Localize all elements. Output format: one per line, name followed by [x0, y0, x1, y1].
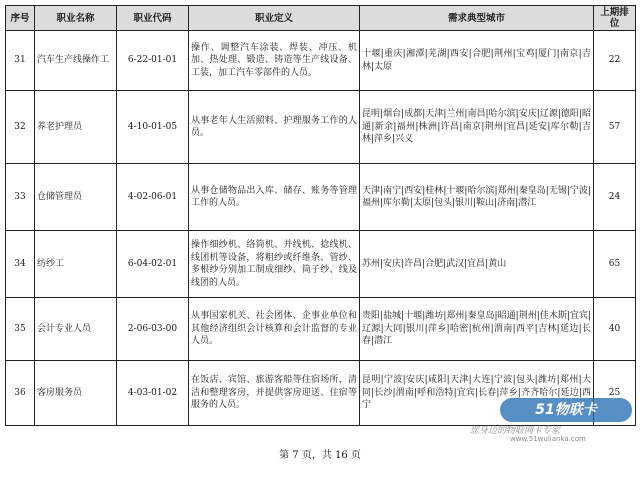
cell-definition: 操作细纱机、络筒机、并线机、捻线机、线团机等设备，将粗纱或纤维条、管纱、多根纱分别加工制成细纱、筒子纱、线及线团的人员。	[189, 231, 360, 298]
cell-name: 会计专业人员	[35, 298, 117, 361]
cell-rank: 24	[594, 164, 636, 231]
cell-cities: 苏州|安庆|许昌|合肥|武汉|宜昌|黄山	[360, 231, 594, 298]
cell-rank: 40	[594, 298, 636, 361]
cell-no: 36	[6, 361, 35, 426]
table-row	[6, 298, 636, 361]
header-name: 职业名称	[35, 6, 117, 31]
cell-code: 4-03-01-02	[117, 361, 189, 426]
cell-name: 养老护理员	[35, 91, 117, 164]
cell-no: 35	[6, 298, 35, 361]
cell-cities: 天津|南宁|西安|桂林|十堰|哈尔滨|郑州|秦皇岛|无锡|宁波|福州|库尔勒|太原|包头|银川|鞍山|济南|潜江	[360, 164, 594, 231]
header-cities: 需求典型城市	[360, 6, 594, 31]
occupation-table	[5, 5, 636, 426]
page-number: 第 7 页，共 16 页	[279, 450, 361, 461]
cell-rank: 25	[594, 361, 636, 426]
cell-rank: 57	[594, 91, 636, 164]
cell-no: 32	[6, 91, 35, 164]
table-header-row	[6, 6, 636, 31]
cell-code: 4-02-06-01	[117, 164, 189, 231]
cell-cities: 贵阳|盐城|十堰|潍坊|郑州|秦皇岛|昭通|荆州|佳木斯|宜宾|辽源|大同|银川|萍乡|哈密|杭州|渭南|西平|吉林|延边|长春|潜江	[360, 298, 594, 361]
cell-code: 2-06-03-00	[117, 298, 189, 361]
cell-name: 汽车生产线操作工	[35, 31, 117, 91]
cell-code: 6-22-01-01	[117, 31, 189, 91]
cell-no: 34	[6, 231, 35, 298]
cell-rank: 22	[594, 31, 636, 91]
table-row	[6, 231, 636, 298]
cell-cities: 昆明|宁波|安庆|咸阳|天津|大连|宁波|包头|潍坊|郑州|大同|长沙|渭南|呼和浩特|宜宾|长春|萍乡|齐齐哈尔|延边|西宁	[360, 361, 594, 426]
watermark-slogan: 您身边的物联网卡专家	[470, 426, 561, 436]
cell-definition: 从事老年人生活照料、护理服务工作的人员。	[189, 91, 360, 164]
cell-no: 33	[6, 164, 35, 231]
cell-definition: 在饭店、宾馆、旅游客船等住宿场所，清洁和整理客房，并提供客房迎送、住宿等服务的人员。	[189, 361, 360, 426]
watermark-logo: 51物联卡	[500, 398, 632, 422]
cell-name: 客房服务员	[35, 361, 117, 426]
cell-name: 纺纱工	[35, 231, 117, 298]
cell-rank: 65	[594, 231, 636, 298]
cell-definition: 从事国家机关、社会团体、企事业单位和其他经济组织会计核算和会计监督的专业人员。	[189, 298, 360, 361]
cell-code: 6-04-02-01	[117, 231, 189, 298]
header-code: 职业代码	[117, 6, 189, 31]
cell-cities: 昆明|烟台|成都|天津|兰州|南昌|哈尔滨|安庆|辽源|德阳|昭通|新余|福州|株洲|许昌|南京|荆州|宜昌|延安|库尔勒|吉林|萍乡|兴义	[360, 91, 594, 164]
header-no: 序号	[6, 6, 35, 31]
table-row	[6, 91, 636, 164]
cell-definition: 操作、调整汽车涂装、焊装、冲压、机加、热处理、锻造、铸造等生产线设备、工装，加工汽车零部件的人员。	[189, 31, 360, 91]
cell-cities: 十堰|重庆|湘潭|芜湖|西安|合肥|荆州|宝鸡|厦门|南京|吉林|太原	[360, 31, 594, 91]
header-definition: 职业定义	[189, 6, 360, 31]
cell-code: 4-10-01-05	[117, 91, 189, 164]
cell-definition: 从事仓储物品出入库、储存、账务等管理工作的人员。	[189, 164, 360, 231]
watermark-url: www.51wulianka.com	[510, 435, 586, 443]
header-rank: 上期排位	[594, 6, 636, 31]
cell-name: 仓储管理员	[35, 164, 117, 231]
cell-no: 31	[6, 31, 35, 91]
table-row	[6, 31, 636, 91]
table-row	[6, 164, 636, 231]
